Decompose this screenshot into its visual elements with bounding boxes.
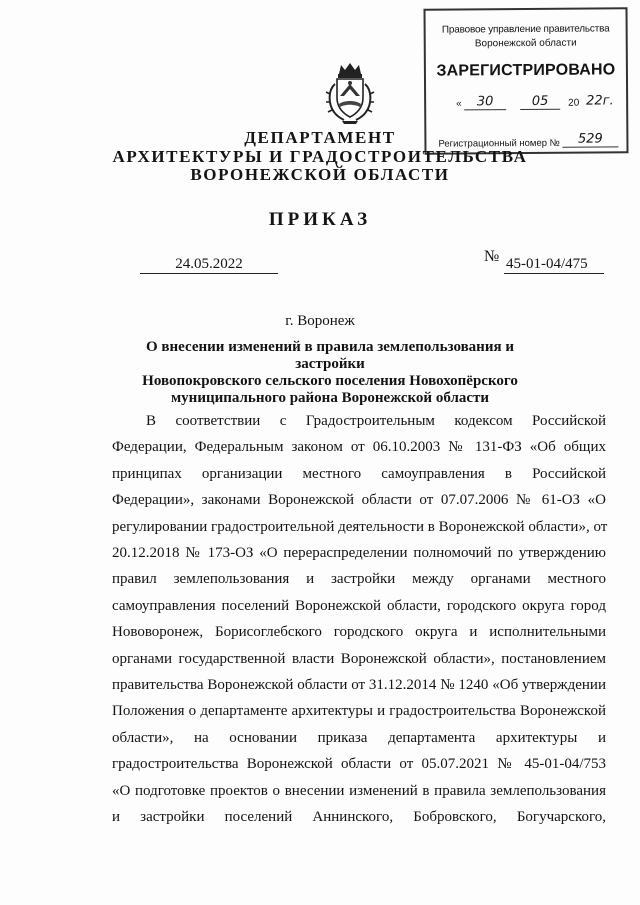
heading-line: Новопокровского сельского поселения Новохопёрского <box>142 373 518 389</box>
body-line: градостроительства Воронежской области от 05.07.2021 № 45-01-04/753 <box>112 756 606 773</box>
document-type: ПРИКАЗ <box>268 209 372 230</box>
body-line: области», на основании приказа департамента архитектуры и <box>112 729 606 746</box>
department-name-line2: АРХИТЕКТУРЫ И ГРАДОСТРОИТЕЛЬСТВА <box>112 147 528 166</box>
stamp-quote: « <box>456 98 462 110</box>
body-line: Нововоронеж, Борисоглебского городского округа и исполнительными <box>112 624 606 641</box>
body-line: регулировании градостроительной деятельности в Воронежской области», от <box>112 518 608 535</box>
stamp-authority-line1: Правовое управление правительства <box>441 23 610 36</box>
stamp-day: 30 <box>464 94 506 110</box>
heading-line: О внесении изменений в правила землепользования и застройки <box>146 339 514 372</box>
department-name-line3: ВОРОНЕЖСКОЙ ОБЛАСТИ <box>190 165 450 184</box>
stamp-status: ЗАРЕГИСТРИРОВАНО <box>436 61 616 80</box>
body-line: Федерации, Федеральным законом от 06.10.2003 № 131-ФЗ «Об общих <box>112 439 606 456</box>
stamp-year-prefix: 20 <box>568 97 580 109</box>
body-line: 20.12.2018 № 173-ОЗ «О перераспределении полномочий по утверждению <box>112 545 606 562</box>
stamp-authority-line2: Воронежской области <box>474 37 577 50</box>
body-line: органами государственной власти Воронежской области», постановлением <box>112 650 606 667</box>
order-number-value: 45-01-04/475 <box>504 256 604 274</box>
stamp-year-suffix: 22г. <box>586 93 614 109</box>
body-line: Положения о департаменте архитектуры и градостроительства Воронежской <box>112 703 606 720</box>
body-line: «О подготовке проектов о внесении изменений в правила землепользования <box>112 782 606 799</box>
body-line: самоуправления поселений Воронежской области, городского округа город <box>112 597 606 614</box>
coat-of-arms-icon <box>322 60 378 126</box>
stamp-reg-number: 529 <box>562 131 618 147</box>
order-date: 24.05.2022 <box>140 256 278 274</box>
department-name-line1: ДЕПАРТАМЕНТ <box>244 128 396 147</box>
body-line: Федерации», законами Воронежской области от 07.07.2006 № 61-ОЗ «О <box>112 492 606 509</box>
stamp-reg-label: Регистрационный номер № <box>438 137 560 150</box>
heading-line: муниципального района Воронежской области <box>170 390 490 406</box>
body-line: и застройки поселений Аннинского, Бобровского, Богучарского, <box>112 809 606 826</box>
stamp-date <box>456 93 622 112</box>
city: г. Воронеж <box>285 313 355 329</box>
number-sign: № <box>484 248 500 265</box>
order-heading <box>120 339 540 407</box>
body-line: правил землепользования и застройки между органами местного <box>112 571 606 588</box>
body-line: правительства Воронежской области от 31.12.2014 № 1240 «Об утверждении <box>112 677 606 694</box>
stamp-month: 05 <box>520 94 560 110</box>
order-body <box>112 408 606 831</box>
body-line: В соответствии с Градостроительным кодексом Российской <box>146 413 606 429</box>
body-line: принципах организации местного самоуправления в Российской <box>112 465 606 482</box>
